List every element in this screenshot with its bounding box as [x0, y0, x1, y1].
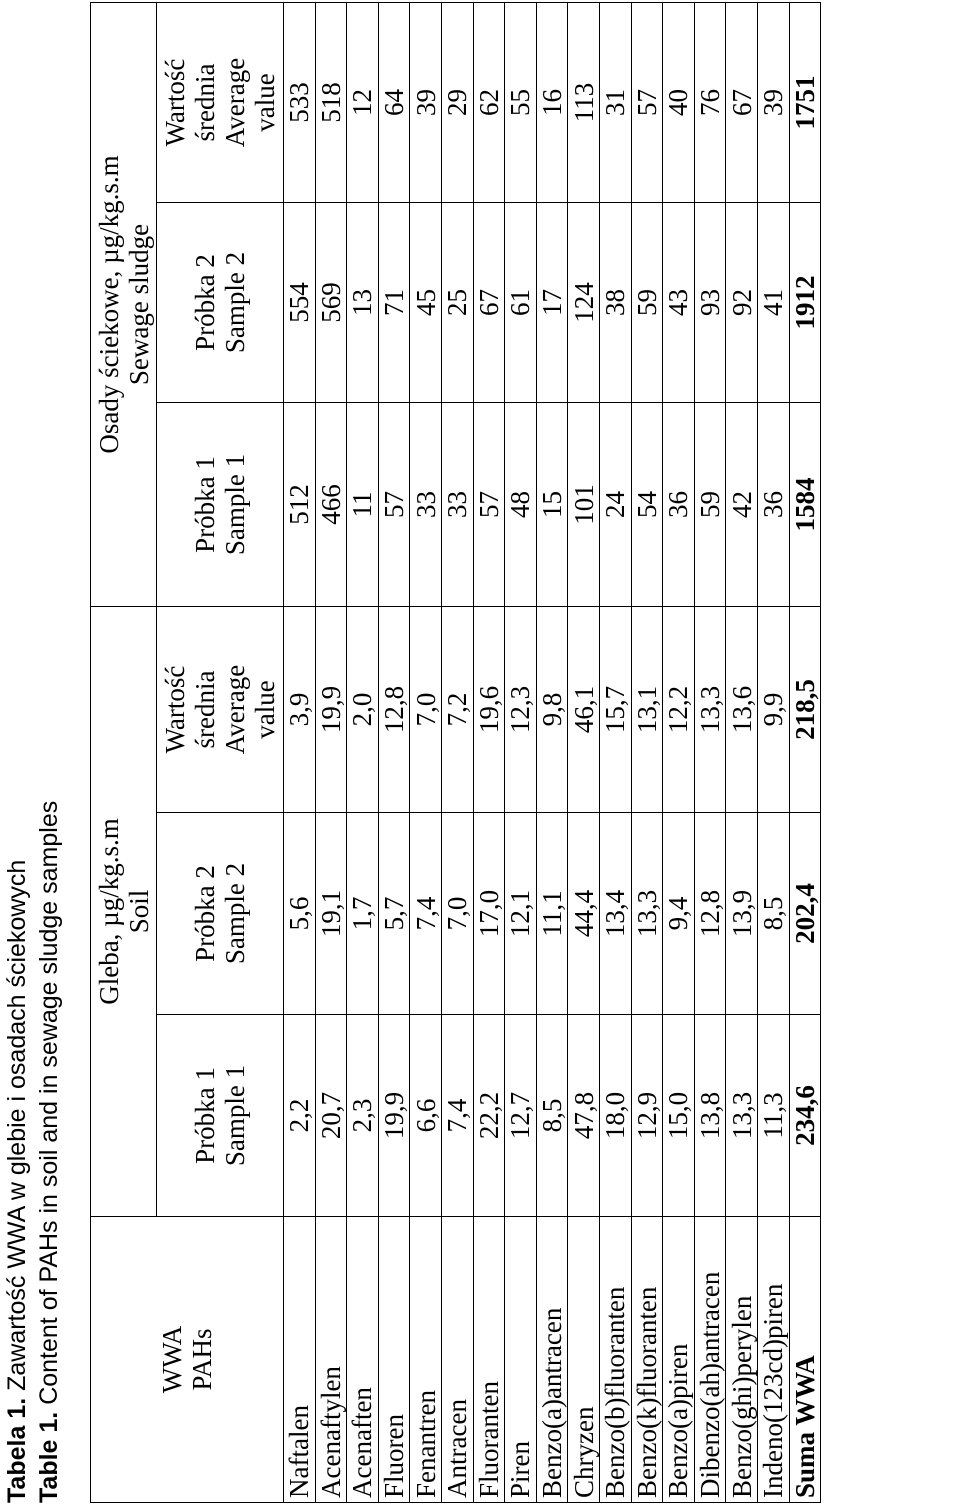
- table-row-total: [789, 2, 821, 1502]
- value-soil-avg: 9,9: [757, 607, 789, 813]
- value-sludge-avg: 31: [599, 2, 631, 202]
- table-row: [347, 2, 379, 1502]
- value-sludge-avg: 16: [536, 2, 568, 202]
- table-row: [441, 2, 473, 1502]
- table-row: [536, 2, 568, 1502]
- caption-text-en: Content of PAHs in soil and in sewage sludge samples: [35, 800, 63, 1412]
- value-soil-s2: 19,1: [315, 813, 347, 1015]
- value-soil-s2: 13,3: [631, 813, 663, 1015]
- value-sludge-s2: 38: [599, 203, 631, 403]
- table-row: [315, 2, 347, 1502]
- pah-table: [90, 2, 821, 1503]
- compound-name: Benzo(k)fluoranten: [631, 1217, 663, 1503]
- value-soil-s1: 8,5: [536, 1015, 568, 1217]
- value-soil-s2: 5,6: [284, 813, 316, 1015]
- value-sludge-s2: 554: [284, 203, 316, 403]
- value-soil-s1: 2,3: [347, 1015, 379, 1217]
- value-sludge-s2: 93: [694, 203, 726, 403]
- value-soil-s1: 13,3: [726, 1015, 758, 1217]
- compound-name: Chryzen: [568, 1217, 600, 1503]
- value-soil-s2: 9,4: [663, 813, 695, 1015]
- value-sludge-avg: 62: [473, 2, 505, 202]
- value-sludge-avg: 1751: [789, 2, 821, 202]
- compound-name: Piren: [505, 1217, 537, 1503]
- value-sludge-s1: 11: [347, 403, 379, 607]
- value-sludge-s1: 15: [536, 403, 568, 607]
- value-sludge-avg: 29: [441, 2, 473, 202]
- value-sludge-s1: 48: [505, 403, 537, 607]
- value-soil-s2: 7,0: [441, 813, 473, 1015]
- value-soil-avg: 13,3: [694, 607, 726, 813]
- value-sludge-s2: 17: [536, 203, 568, 403]
- value-sludge-s2: 61: [505, 203, 537, 403]
- compound-name: Fluoren: [378, 1217, 410, 1503]
- value-sludge-s2: 45: [410, 203, 442, 403]
- value-sludge-s2: 71: [378, 203, 410, 403]
- value-sludge-s2: 67: [473, 203, 505, 403]
- table-row: [410, 2, 442, 1502]
- compound-name: Dibenzo(ah)antracen: [694, 1217, 726, 1503]
- compound-name: Acenaftylen: [315, 1217, 347, 1503]
- table-caption-pl: [2, 860, 32, 1503]
- value-soil-s1: 12,9: [631, 1015, 663, 1217]
- value-soil-avg: 19,6: [473, 607, 505, 813]
- value-sludge-s1: 59: [694, 403, 726, 607]
- value-soil-s2: 13,4: [599, 813, 631, 1015]
- value-sludge-s1: 36: [663, 403, 695, 607]
- compound-name: Fenantren: [410, 1217, 442, 1503]
- value-soil-s1: 234,6: [789, 1015, 821, 1217]
- value-sludge-avg: 533: [284, 2, 316, 202]
- value-soil-avg: 218,5: [789, 607, 821, 813]
- header-sewage-sludge: Osady ściekowe, µg/kg.s.m Sewage sludge: [91, 2, 157, 606]
- header-soil-average: Wartość średnia Average value: [157, 607, 284, 813]
- value-soil-s1: 11,3: [757, 1015, 789, 1217]
- value-sludge-avg: 76: [694, 2, 726, 202]
- compound-name: Benzo(a)antracen: [536, 1217, 568, 1503]
- value-soil-s2: 12,1: [505, 813, 537, 1015]
- value-soil-s1: 13,8: [694, 1015, 726, 1217]
- header-sludge-sample1: Próbka 1 Sample 1: [157, 403, 284, 607]
- table-body: [284, 2, 821, 1502]
- value-soil-avg: 12,2: [663, 607, 695, 813]
- table-row: [378, 2, 410, 1502]
- value-sludge-avg: 67: [726, 2, 758, 202]
- compound-name: Benzo(a)piren: [663, 1217, 695, 1503]
- value-soil-s2: 44,4: [568, 813, 600, 1015]
- value-sludge-s1: 1584: [789, 403, 821, 607]
- value-sludge-s2: 41: [757, 203, 789, 403]
- value-soil-s1: 2,2: [284, 1015, 316, 1217]
- value-sludge-s2: 59: [631, 203, 663, 403]
- value-sludge-s1: 36: [757, 403, 789, 607]
- compound-name: Fluoranten: [473, 1217, 505, 1503]
- table-row: [473, 2, 505, 1502]
- value-sludge-avg: 55: [505, 2, 537, 202]
- value-sludge-s2: 124: [568, 203, 600, 403]
- value-soil-avg: 9,8: [536, 607, 568, 813]
- table-row: [663, 2, 695, 1502]
- value-sludge-s1: 33: [410, 403, 442, 607]
- value-sludge-s1: 466: [315, 403, 347, 607]
- value-soil-s1: 47,8: [568, 1015, 600, 1217]
- value-soil-avg: 13,1: [631, 607, 663, 813]
- compound-name: Indeno(123cd)piren: [757, 1217, 789, 1503]
- caption-label-en: Table 1.: [35, 1411, 63, 1503]
- value-soil-avg: 15,7: [599, 607, 631, 813]
- value-soil-avg: 3,9: [284, 607, 316, 813]
- value-soil-s2: 12,8: [694, 813, 726, 1015]
- table-row: [694, 2, 726, 1502]
- value-sludge-s2: 43: [663, 203, 695, 403]
- table-row: [568, 2, 600, 1502]
- value-sludge-s1: 57: [473, 403, 505, 607]
- value-soil-avg: 12,3: [505, 607, 537, 813]
- compound-name: Antracen: [441, 1217, 473, 1503]
- value-soil-s2: 202,4: [789, 813, 821, 1015]
- table-row: [599, 2, 631, 1502]
- compound-name: Suma WWA: [789, 1217, 821, 1503]
- header-soil: Gleba, µg/kg.s.m Soil: [91, 607, 157, 1217]
- value-sludge-s2: 92: [726, 203, 758, 403]
- header-soil-sample1: Próbka 1 Sample 1: [157, 1015, 284, 1217]
- value-soil-avg: 2,0: [347, 607, 379, 813]
- value-soil-avg: 12,8: [378, 607, 410, 813]
- value-sludge-s1: 101: [568, 403, 600, 607]
- compound-name: Naftalen: [284, 1217, 316, 1503]
- value-sludge-s2: 13: [347, 203, 379, 403]
- value-sludge-avg: 518: [315, 2, 347, 202]
- value-soil-s2: 8,5: [757, 813, 789, 1015]
- value-soil-s1: 19,9: [378, 1015, 410, 1217]
- header-sludge-average: Wartość średnia Average value: [157, 2, 284, 202]
- value-sludge-avg: 12: [347, 2, 379, 202]
- value-soil-s1: 22,2: [473, 1015, 505, 1217]
- table-caption-en: [34, 801, 64, 1503]
- value-soil-avg: 7,2: [441, 607, 473, 813]
- value-sludge-s1: 42: [726, 403, 758, 607]
- compound-name: Benzo(b)fluoranten: [599, 1217, 631, 1503]
- header-sludge-sample2: Próbka 2 Sample 2: [157, 203, 284, 403]
- value-sludge-s2: 569: [315, 203, 347, 403]
- value-soil-avg: 19,9: [315, 607, 347, 813]
- header-pahs: WWA PAHs: [91, 1217, 284, 1503]
- value-sludge-s1: 54: [631, 403, 663, 607]
- compound-name: Acenaften: [347, 1217, 379, 1503]
- value-sludge-avg: 39: [757, 2, 789, 202]
- value-sludge-s2: 25: [441, 203, 473, 403]
- value-soil-s2: 17,0: [473, 813, 505, 1015]
- value-soil-avg: 46,1: [568, 607, 600, 813]
- value-sludge-s2: 1912: [789, 203, 821, 403]
- caption-label-pl: Tabela 1.: [3, 1397, 31, 1503]
- value-soil-s2: 5,7: [378, 813, 410, 1015]
- table-row: [757, 2, 789, 1502]
- value-soil-s2: 7,4: [410, 813, 442, 1015]
- value-sludge-avg: 40: [663, 2, 695, 202]
- value-soil-s1: 12,7: [505, 1015, 537, 1217]
- value-sludge-s1: 512: [284, 403, 316, 607]
- value-sludge-s1: 33: [441, 403, 473, 607]
- value-soil-avg: 13,6: [726, 607, 758, 813]
- value-sludge-avg: 39: [410, 2, 442, 202]
- value-sludge-avg: 64: [378, 2, 410, 202]
- table-row: [726, 2, 758, 1502]
- value-soil-s1: 20,7: [315, 1015, 347, 1217]
- value-sludge-s1: 57: [378, 403, 410, 607]
- value-soil-s2: 1,7: [347, 813, 379, 1015]
- value-soil-avg: 7,0: [410, 607, 442, 813]
- value-soil-s1: 6,6: [410, 1015, 442, 1217]
- compound-name: Benzo(ghi)perylen: [726, 1217, 758, 1503]
- table-row: [284, 2, 316, 1502]
- value-sludge-avg: 113: [568, 2, 600, 202]
- table-row: [505, 2, 537, 1502]
- value-sludge-avg: 57: [631, 2, 663, 202]
- header-soil-sample2: Próbka 2 Sample 2: [157, 813, 284, 1015]
- caption-text-pl: Zawartość WWA w glebie i osadach ściekowych: [3, 859, 31, 1398]
- value-soil-s1: 18,0: [599, 1015, 631, 1217]
- value-soil-s2: 11,1: [536, 813, 568, 1015]
- value-soil-s1: 15,0: [663, 1015, 695, 1217]
- value-soil-s1: 7,4: [441, 1015, 473, 1217]
- table-row: [631, 2, 663, 1502]
- value-soil-s2: 13,9: [726, 813, 758, 1015]
- value-sludge-s1: 24: [599, 403, 631, 607]
